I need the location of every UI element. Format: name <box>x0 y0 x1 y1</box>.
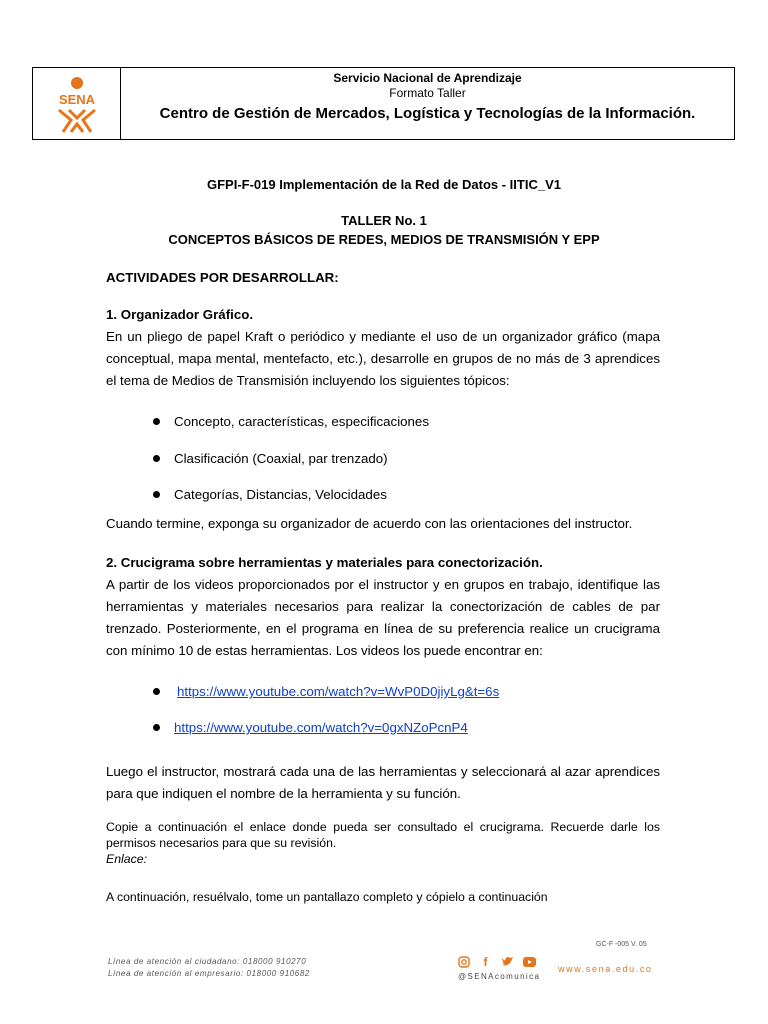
social-icons <box>457 955 536 968</box>
section1-bullet: Categorías, Distancias, Velocidades <box>153 487 387 502</box>
section2-intro: A partir de los videos proporcionados por el instructor y en grupos en trabajo, identifique las herramientas y materiales necesarios para realizar la conectorización de cables de par trenzado. Posteriormente, en el programa en línea de su preferencia realice un crucigrama con mínimo 10 de estas herramientas. Los videos los puede encontrar en: <box>106 577 660 658</box>
bullet-dot-icon <box>153 724 160 731</box>
header-table <box>32 67 735 140</box>
video-link[interactable]: https://www.youtube.com/watch?v=0gxNZoPcnP4 <box>174 720 468 735</box>
section2-after: Luego el instructor, mostrará cada una de las herramientas y seleccionará al azar aprendices para que indiquen el nombre de la herramienta y su función. <box>106 764 660 801</box>
header-title-cell <box>121 68 734 139</box>
header-org-name: Servicio Nacional de Aprendizaje <box>333 71 522 85</box>
svg-text:SENA: SENA <box>58 91 95 107</box>
copy-note: Copie a continuación el enlace donde pueda ser consultado el crucigrama. Recuerde darle los permisos necesarios para que su revisión. <box>106 820 660 850</box>
final-instruction: A continuación, resuélvalo, tome un pantallazo completo y cópielo a continuación <box>106 890 548 904</box>
form-code: GC-F -005 V. 05 <box>596 941 647 948</box>
citizen-line: Línea de atención al ciudadano: 018000 910270 <box>108 957 307 966</box>
section1-heading: 1. Organizador Gráfico. <box>106 307 254 322</box>
sena-logo-icon <box>49 74 105 134</box>
video-link[interactable]: https://www.youtube.com/watch?v=WvP0D0jiyLg&t=6s <box>177 684 500 699</box>
footer-contact <box>108 956 310 980</box>
taller-subtitle: CONCEPTOS BÁSICOS DE REDES, MEDIOS DE TRANSMISIÓN Y EPP <box>168 232 600 247</box>
document-code-title: GFPI-F-019 Implementación de la Red de Datos - IITIC_V1 <box>207 177 561 192</box>
facebook-icon[interactable]: f <box>483 954 488 969</box>
enlace-label: Enlace: <box>106 852 148 866</box>
taller-number: TALLER No. 1 <box>341 213 427 228</box>
header-center-name: Centro de Gestión de Mercados, Logística y Tecnologías de la Información. <box>159 105 696 122</box>
twitter-icon[interactable] <box>501 955 514 968</box>
section1-closing: Cuando termine, exponga su organizador de acuerdo con las orientaciones del instructor. <box>106 516 633 531</box>
header-format: Formato Taller <box>389 86 466 100</box>
bullet-dot-icon <box>153 688 160 695</box>
section1-intro: En un pliego de papel Kraft o periódico y mediante el uso de un organizador gráfico (mapa conceptual, mapa mental, mentefacto, etc.), desarrolle en grupos de no más de 3 aprendices el tema de Medios de Transmisión incluyendo los siguientes tópicos: <box>106 329 660 388</box>
bullet-dot-icon <box>153 455 160 462</box>
section1-bullet: Concepto, características, especificaciones <box>153 414 429 429</box>
instagram-icon[interactable] <box>457 955 470 968</box>
video-link-item <box>153 720 468 735</box>
youtube-icon[interactable] <box>523 955 536 968</box>
bullet-dot-icon <box>153 491 160 498</box>
business-line: Línea de atención al empresario: 018000 910682 <box>108 969 310 978</box>
section1-bullet: Clasificación (Coaxial, par trenzado) <box>153 451 388 466</box>
section2-heading: 2. Crucigrama sobre herramientas y materiales para conectorización. <box>106 555 543 570</box>
website-link[interactable]: www.sena.edu.co <box>558 964 653 974</box>
video-link-item <box>153 684 499 699</box>
sena-logo <box>33 68 121 139</box>
bullet-dot-icon <box>153 418 160 425</box>
social-handle: @SENAcomunica <box>458 972 541 981</box>
activities-heading: ACTIVIDADES POR DESARROLLAR: <box>106 270 339 285</box>
